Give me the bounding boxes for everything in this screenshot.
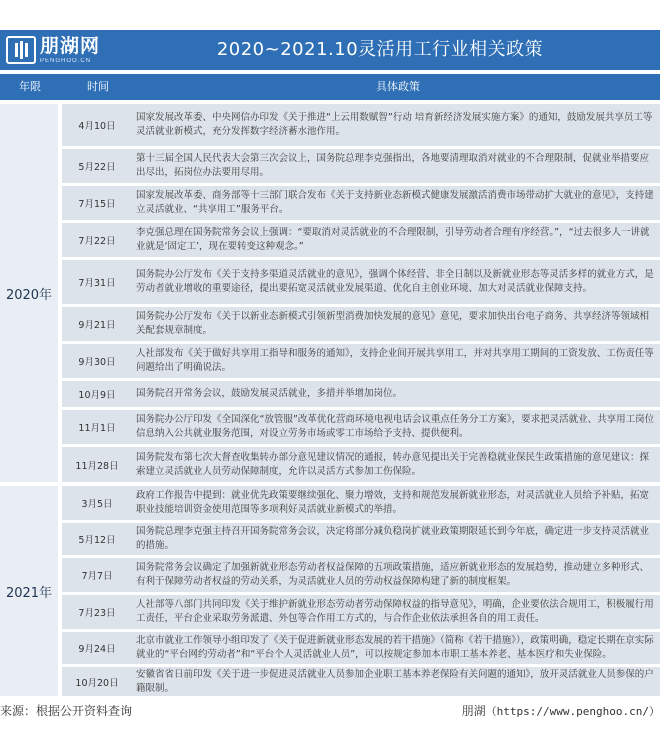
table-row	[62, 104, 660, 146]
row-date: 9月30日	[78, 357, 116, 368]
row-policy-text: 第十三届全国人民代表大会第三次会议上，国务院总理李克强指出，各地要清理取消对就业的不合理限制，促就业举措要应出尽出，拓岗位办法要用尽用。	[136, 153, 650, 178]
table-row	[62, 223, 660, 257]
table-row	[62, 558, 660, 592]
table-row	[62, 307, 660, 341]
row-date: 5月12日	[78, 535, 116, 546]
source-note: 来源：根据公开资料查询	[0, 704, 133, 718]
row-date: 9月21日	[78, 320, 116, 331]
brand-name: 朋湖	[461, 704, 486, 718]
row-policy-text: 人社部发布《关于做好共享用工指导和服务的通知》，支持企业间开展共享用工，并对共享用工期间的工资发放、工伤责任等问题给出了明确说法。	[136, 348, 654, 373]
row-date: 7月22日	[78, 236, 116, 247]
row-policy-text: 国务院常务会议确定了加强新就业形态劳动者权益保障的五项政策措施，适应新就业形态的发展趋势，推动建立多种形式、有利于保障劳动者权益的劳动关系，为灵活就业人员的劳动权益保障构建了新的制度框架。	[136, 562, 650, 587]
row-policy-text: 国务院办公厅印发《全国深化“放管服”改革优化营商环境电视电话会议重点任务分工方案》，要求把灵活就业、共享用工岗位信息纳入公共就业服务范围，对设立劳务市场或零工市场给予支持、提供便利。	[136, 414, 655, 439]
table-row	[62, 381, 660, 407]
table-row	[62, 186, 660, 220]
logo-domain: PENGHOO.CN	[40, 57, 92, 64]
row-policy-text: 李克强总理在国务院常务会议上强调：“要取消对灵活就业的不合理限制，引导劳动者合理有序经营。”，“过去很多人一讲就业就是‘固定工’，现在要转变这种观念。”	[136, 227, 650, 252]
column-header-content: 具体政策	[376, 80, 420, 93]
table-row	[62, 149, 660, 183]
row-date: 5月22日	[78, 162, 116, 173]
row-policy-text: 国务院办公厅发布《关于支持多渠道灵活就业的意见》，强调个体经营、非全日制以及新就业形态等灵活多样的就业方式，是劳动者就业增收的重要途径，提出要拓宽灵活就业发展渠道、优化自主创业环境、加大对灵活就业保障支持。	[136, 269, 654, 294]
year-cell-2020: 2020年	[0, 104, 58, 482]
row-date: 3月5日	[81, 499, 113, 510]
row-date: 10月9日	[78, 390, 116, 401]
column-header-year: 年限	[19, 80, 41, 93]
title-bar	[0, 30, 660, 70]
table-row	[62, 486, 660, 520]
row-date: 7月31日	[78, 278, 116, 289]
table-row	[62, 344, 660, 378]
row-policy-text: 国务院办公厅发布《关于以新业态新模式引领新型消费加快发展的意见》意见，要求加快出台电子商务、共享经济等领域相关配套规章制度。	[136, 311, 650, 336]
brand-url: （https://www.penghoo.cn/）	[485, 705, 660, 718]
table-row	[62, 595, 660, 629]
table-row	[62, 667, 660, 696]
row-policy-text: 国家发展改革委、商务部等十三部门联合发布《关于支持新业态新模式健康发展激活消费市场带动扩大就业的意见》，支持建立灵活就业、“共享用工”服务平台。	[136, 190, 654, 215]
row-policy-text: 国家发展改革委、中央网信办印发《关于推进“上云用数赋智”行动 培育新经济发展实施方案》的通知，鼓励发展共享员工等灵活就业新模式，充分发挥数字经济蓄水池作用。	[136, 112, 653, 137]
logo-icon	[6, 36, 36, 64]
row-date: 4月10日	[78, 121, 116, 132]
logo-name: 朋湖网	[40, 34, 101, 57]
footer-brand	[462, 702, 660, 719]
row-policy-text: 安徽省省日前印发《关于进一步促进灵活就业人员参加企业职工基本养老保险有关问题的通知》，放开灵活就业人员参保的户籍限制。	[136, 668, 654, 694]
row-policy-text: 人社部等八部门共同印发《关于维护新就业形态劳动者劳动保障权益的指导意见》，明确，企业要依法合规用工，积极履行用工责任，平台企业采取劳务派遣、外包等合作用工方式的，与合作企业依法承担各自的用工责任。	[136, 599, 654, 624]
table-row	[62, 410, 660, 444]
row-policy-text: 政府工作报告中提到：就业优先政策要继续强化、聚力增效，支持和规范发展新就业形态，对灵活就业人员给予补贴，拓宽职业技能培训资金使用范围等多项利好灵活就业新模式的举措。	[136, 490, 650, 515]
table-row	[62, 523, 660, 555]
row-policy-text: 国务院召开常务会议，鼓励发展灵活就业，多措并举增加岗位。	[136, 388, 403, 399]
row-date: 10月20日	[75, 677, 119, 689]
column-header-time: 时间	[87, 80, 109, 93]
table-row	[62, 447, 660, 482]
row-policy-text: 国务院总理李克强主持召开国务院常务会议，决定将部分减负稳岗扩就业政策期限延长到今年底，确定进一步支持灵活就业的措施。	[136, 526, 650, 551]
table-header	[0, 74, 660, 100]
row-policy-text: 国务院发布第七次大督查收集转办部分意见建议情况的通报，转办意见提出关于完善稳就业保民生政策措施的意见建议：探索建立灵活就业人员劳动保障制度，允许以灵活方式参加工伤保险。	[136, 451, 650, 477]
year-cell-2021: 2021年	[0, 486, 58, 696]
row-date: 7月23日	[78, 608, 116, 619]
table-row	[62, 632, 660, 664]
row-date: 7月15日	[78, 199, 116, 210]
row-date: 11月1日	[78, 423, 116, 434]
logo	[6, 34, 100, 66]
footer	[0, 700, 660, 722]
row-date: 7月7日	[81, 571, 113, 582]
table-row	[62, 260, 660, 304]
page-title: 2020~2021.10灵活用工行业相关政策	[216, 39, 544, 60]
row-date: 9月24日	[78, 644, 116, 655]
row-policy-text: 北京市就业工作领导小组印发了《关于促进新就业形态发展的若干措施》（简称《若干措施》），政策明确，稳定长期在京实际就业的“平台网约劳动者”和“平台个人灵活就业人员”，可以按规定参加本市职工基本养老、基本医疗和失业保险。	[136, 635, 654, 660]
row-date: 11月28日	[75, 460, 119, 472]
